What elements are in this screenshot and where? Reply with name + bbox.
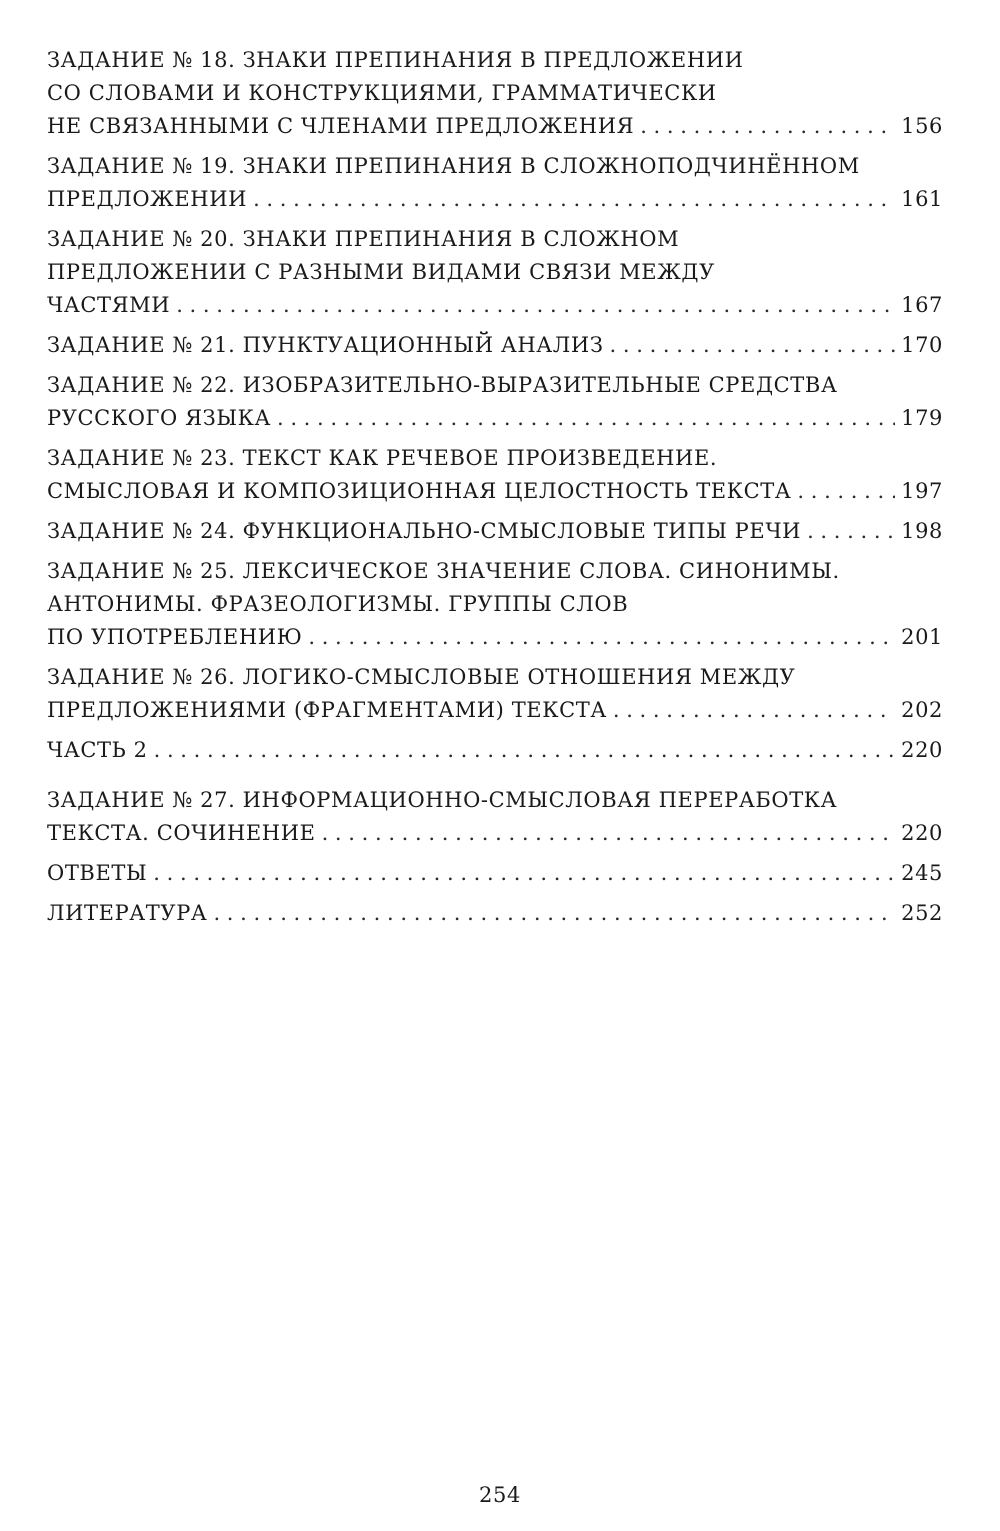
dot-leader [322,817,895,850]
toc-entry-last-line [47,329,943,362]
toc-entry[interactable] [47,661,943,727]
toc-entry-last-line [47,475,943,508]
toc-page-number: 197 [901,479,943,503]
toc-page-number: 245 [901,861,943,885]
toc-entry-title-line: СО СЛОВАМИ И КОНСТРУКЦИЯМИ, ГРАММАТИЧЕСКИ [47,81,717,105]
dot-leader [153,857,895,890]
toc-entry-title-line: РУССКОГО ЯЗЫКА [47,406,271,430]
dot-leader [213,897,895,930]
dot-leader [797,475,895,508]
toc-page-number: 201 [901,625,943,649]
dot-leader [610,329,895,362]
toc-entry-title-line: ЗАДАНИЕ № 26. ЛОГИКО-СМЫСЛОВЫЕ ОТНОШЕНИЯ МЕЖДУ [47,665,796,689]
table-of-contents [47,44,943,937]
toc-page-number: 156 [901,114,943,138]
toc-page-number: 198 [901,519,943,543]
toc-page-number: 220 [901,821,943,845]
toc-entry-last-line [47,402,943,435]
dot-leader [807,515,895,548]
toc-entry[interactable] [47,329,943,362]
dot-leader [613,694,895,727]
toc-page-number: 220 [901,738,943,762]
toc-entry-title-line: ЗАДАНИЕ № 18. ЗНАКИ ПРЕПИНАНИЯ В ПРЕДЛОЖЕНИИ [47,48,744,72]
dot-leader [176,289,895,322]
dot-leader [154,734,895,767]
toc-entry-last-line [47,857,943,890]
toc-entry[interactable] [47,223,943,322]
toc-entry-title-line: НЕ СВЯЗАННЫМИ С ЧЛЕНАМИ ПРЕДЛОЖЕНИЯ [47,114,635,138]
toc-entry-last-line [47,515,943,548]
toc-entry-title-line: ЗАДАНИЕ № 22. ИЗОБРАЗИТЕЛЬНО-ВЫРАЗИТЕЛЬНЫЕ СРЕДСТВА [47,373,838,397]
toc-page-number: 179 [901,406,943,430]
toc-entry-title-line: ОТВЕТЫ [47,861,148,885]
toc-entry[interactable] [47,734,943,767]
toc-entry[interactable] [47,857,943,890]
toc-entry-last-line [47,897,943,930]
toc-entry-last-line [47,694,943,727]
toc-entry-title-line: ЗАДАНИЕ № 19. ЗНАКИ ПРЕПИНАНИЯ В СЛОЖНОПОДЧИНЁННОМ [47,154,860,178]
toc-entry-last-line [47,817,943,850]
toc-page-number: 170 [901,333,943,357]
toc-entry-title-line: ЗАДАНИЕ № 27. ИНФОРМАЦИОННО-СМЫСЛОВАЯ ПЕРЕРАБОТКА [47,788,838,812]
toc-entry[interactable] [47,150,943,216]
toc-entry-title-line: ЧАСТЯМИ [47,293,171,317]
toc-entry[interactable] [47,555,943,654]
toc-entry-last-line [47,183,943,216]
toc-entry-title-line: ЗАДАНИЕ № 25. ЛЕКСИЧЕСКОЕ ЗНАЧЕНИЕ СЛОВА. СИНОНИМЫ. [47,559,840,583]
page-number: 254 [479,1483,521,1507]
toc-entry[interactable] [47,369,943,435]
toc-entry[interactable] [47,44,943,143]
toc-entry-title-line: СМЫСЛОВАЯ И КОМПОЗИЦИОННАЯ ЦЕЛОСТНОСТЬ ТЕКСТА [47,479,792,503]
toc-page-number: 202 [901,698,943,722]
toc-entry[interactable] [47,515,943,548]
toc-entry-title-line: ТЕКСТА. СОЧИНЕНИЕ [47,821,316,845]
toc-entry-title-line: ЗАДАНИЕ № 23. ТЕКСТ КАК РЕЧЕВОЕ ПРОИЗВЕДЕНИЕ. [47,446,718,470]
dot-leader [277,402,895,435]
toc-page-number: 161 [901,187,943,211]
toc-entry[interactable] [47,442,943,508]
toc-entry-title-line: ЗАДАНИЕ № 21. ПУНКТУАЦИОННЫЙ АНАЛИЗ [47,333,604,357]
toc-entry[interactable] [47,897,943,930]
toc-page-number: 252 [901,901,943,925]
toc-entry-title-line: ПРЕДЛОЖЕНИИ [47,187,248,211]
toc-entry-title-line: ЧАСТЬ 2 [47,738,148,762]
toc-entry-last-line [47,289,943,322]
dot-leader [253,183,895,216]
toc-entry-title-line: ЗАДАНИЕ № 24. ФУНКЦИОНАЛЬНО-СМЫСЛОВЫЕ ТИПЫ РЕЧИ [47,519,802,543]
toc-entry-title-line: ЛИТЕРАТУРА [47,901,208,925]
toc-entry-title-line: ПО УПОТРЕБЛЕНИЮ [47,625,303,649]
toc-entry[interactable] [47,784,943,850]
toc-page-number: 167 [901,293,943,317]
toc-entry-title-line: ПРЕДЛОЖЕНИИ С РАЗНЫМИ ВИДАМИ СВЯЗИ МЕЖДУ [47,260,715,284]
dot-leader [308,621,895,654]
toc-entry-last-line [47,734,943,767]
toc-entry-last-line [47,110,943,143]
toc-entry-title-line: АНТОНИМЫ. ФРАЗЕОЛОГИЗМЫ. ГРУППЫ СЛОВ [47,592,629,616]
dot-leader [640,110,895,143]
toc-entry-last-line [47,621,943,654]
toc-entry-title-line: ПРЕДЛОЖЕНИЯМИ (ФРАГМЕНТАМИ) ТЕКСТА [47,698,607,722]
toc-entry-title-line: ЗАДАНИЕ № 20. ЗНАКИ ПРЕПИНАНИЯ В СЛОЖНОМ [47,227,680,251]
